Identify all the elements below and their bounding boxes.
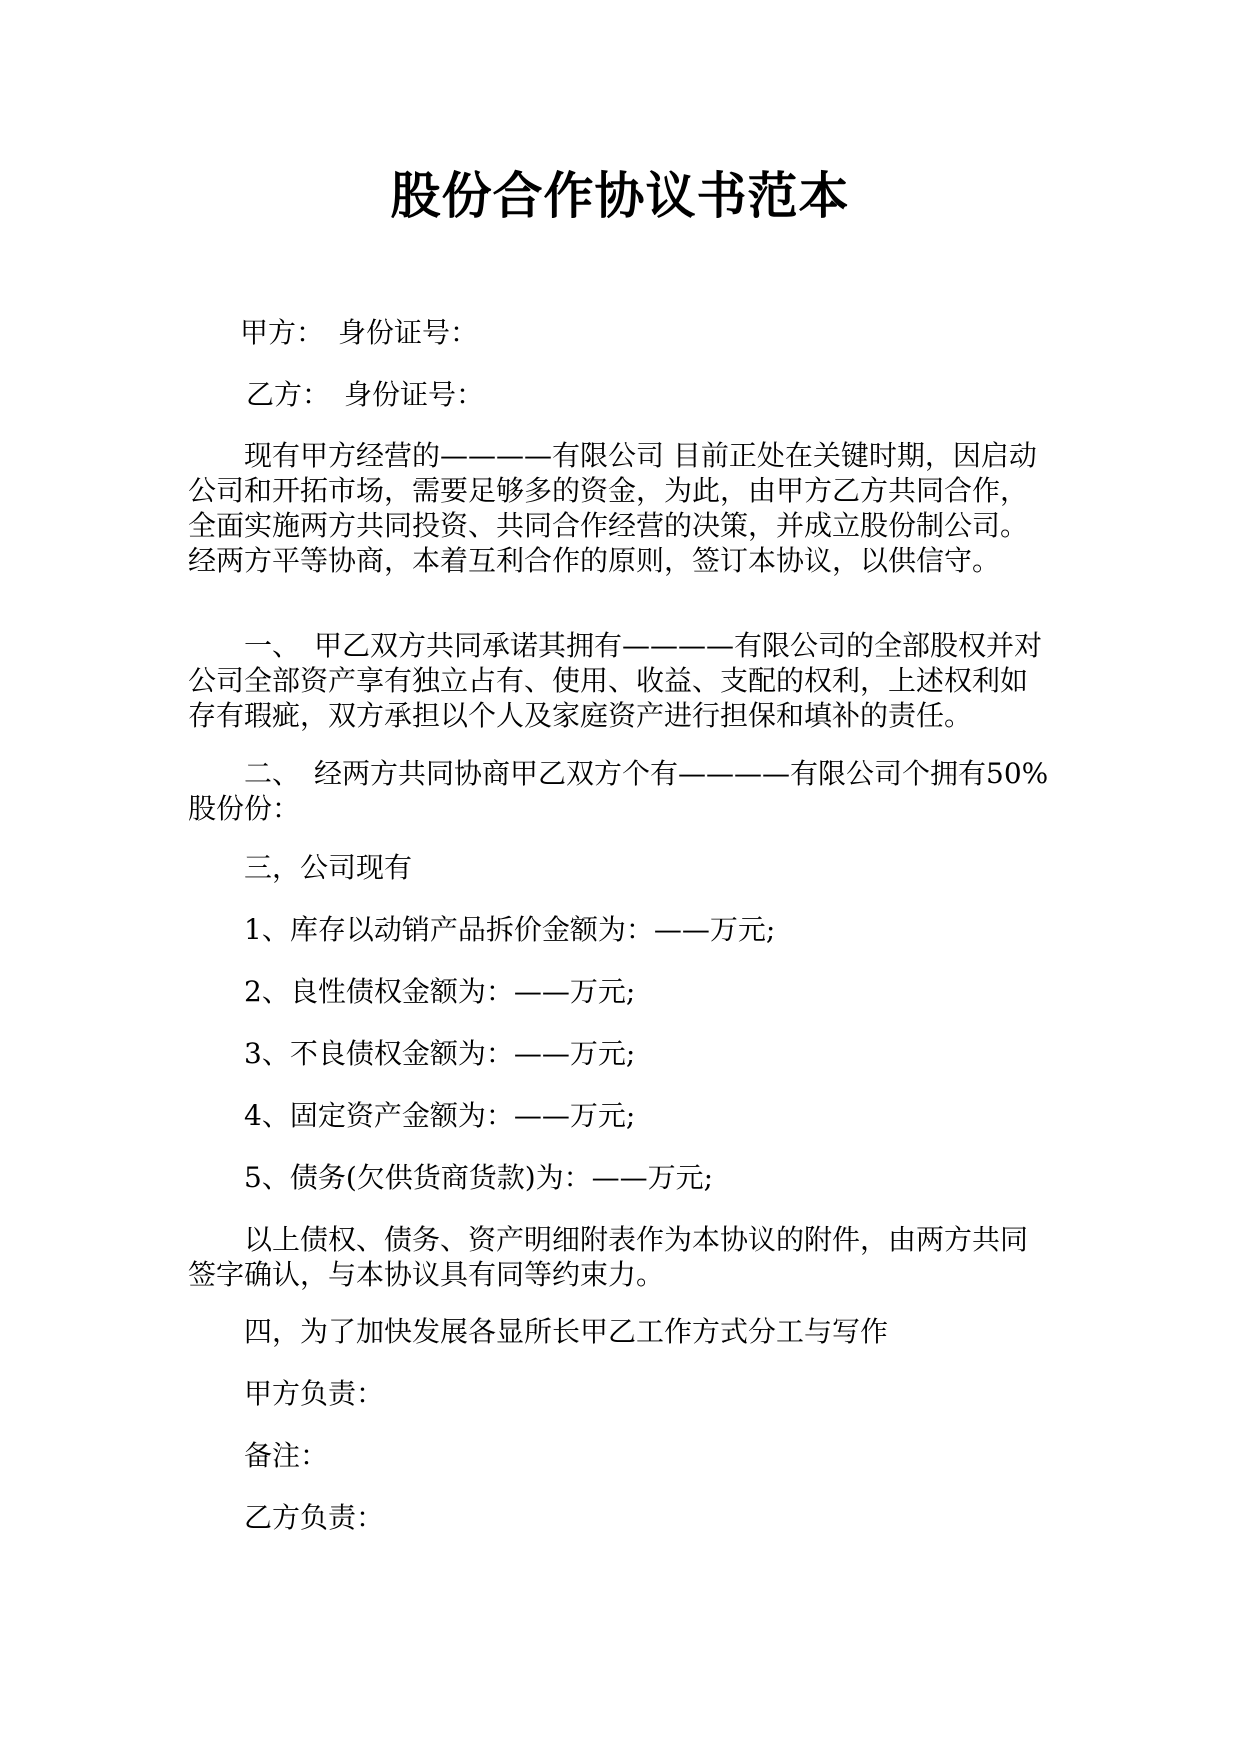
party-b-duty: 乙方负责：: [244, 1501, 385, 1534]
asset-item-5: 5、债务(欠供货商货款)为：——万元;: [244, 1161, 714, 1194]
intro-paragraph: 现有甲方经营的————有限公司 目前正处在关键时期，因启动公司和开拓市场，需要足够多的资金，为此，由甲方乙方共同合作，全面实施两方共同投资、共同合作经营的决策，并成立股份制公司。经两方平等协商，本着互利合作的原则，签订本协议，以供信守。: [188, 439, 1037, 577]
clause-four: 四，为了加快发展各显所长甲乙工作方式分工与写作: [244, 1315, 889, 1348]
clause-three: 三，公司现有: [244, 851, 413, 884]
asset-item-4: 4、固定资产金额为：——万元;: [244, 1099, 636, 1132]
summary-paragraph: 以上债权、债务、资产明细附表作为本协议的附件，由两方共同签字确认，与本协议具有同等约束力。: [188, 1223, 1029, 1291]
party-a-duty: 甲方负责：: [244, 1377, 385, 1410]
asset-item-2: 2、良性债权金额为：——万元;: [244, 975, 636, 1008]
document-title: 股份合作协议书范本: [390, 166, 850, 225]
asset-item-1: 1、库存以动销产品拆价金额为：——万元;: [244, 913, 776, 946]
asset-item-3: 3、不良债权金额为：——万元;: [244, 1037, 636, 1070]
clause-two: 二、 经两方共同协商甲乙双方个有————有限公司个拥有50%股份份：: [188, 757, 1049, 825]
party-b-id-line: 乙方： 身份证号：: [246, 378, 485, 411]
party-a-id-line: 甲方： 身份证号：: [240, 316, 479, 349]
note-label: 备注：: [244, 1439, 329, 1472]
clause-one: 一、 甲乙双方共同承诺其拥有————有限公司的全部股权并对公司全部资产享有独立占有、使用、收益、支配的权利，上述权利如存有瑕疵，双方承担以个人及家庭资产进行担保和填补的责任。: [188, 629, 1043, 732]
